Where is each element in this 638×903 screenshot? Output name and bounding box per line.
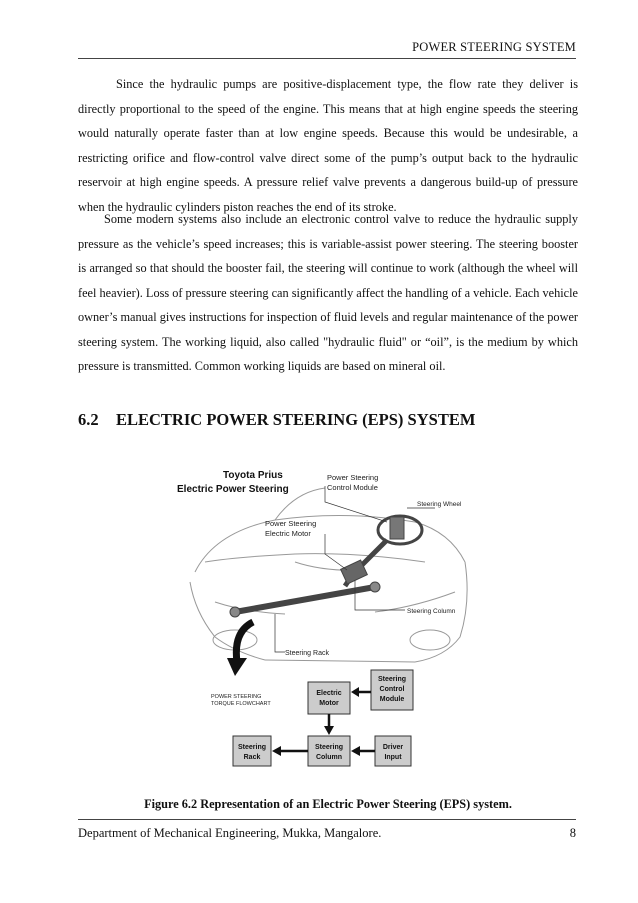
callout-steering-wheel: Steering Wheel xyxy=(417,501,462,508)
box-column-line1: Steering xyxy=(314,744,344,751)
running-header: POWER STEERING SYSTEM xyxy=(412,40,576,54)
box-electric-motor xyxy=(308,682,350,714)
callout-control-module-1: Power Steering xyxy=(327,473,379,482)
eps-figure xyxy=(175,462,475,780)
box-driver-line2: Input xyxy=(384,754,402,761)
car-outline xyxy=(190,488,467,662)
box-rack-line2: Rack xyxy=(243,754,261,761)
callout-control-module-2: Control Module xyxy=(327,483,378,492)
flowchart-title-1: POWER STEERING xyxy=(211,694,262,700)
box-driver-input xyxy=(375,736,411,766)
flowchart-title-2: TORQUE FLOWCHART xyxy=(211,701,271,707)
section-title: ELECTRIC POWER STEERING (EPS) SYSTEM xyxy=(116,410,476,429)
box-electric-motor-line2: Motor xyxy=(319,700,339,707)
box-steering-column xyxy=(308,736,350,766)
box-control-line1: Steering xyxy=(377,676,407,683)
figure-title-line1: Toyota Prius xyxy=(223,470,283,481)
callout-steering-rack: Steering Rack xyxy=(285,650,329,657)
page-number: 8 xyxy=(569,826,576,840)
callout-steering-column: Steering Column xyxy=(407,608,456,615)
paragraph-modern-systems: Some modern systems also include an electronic control valve to reduce the hydraulic supply pressure as the vehicle’s speed increases; this is variable-assist power steering. The steering booster is arranged so that should the booster fail, the steering will continue to work (although the wheel will feel heavier). Loss of pressure steering can significantly affect the handling of a vehicle. Each vehicle owner’s manual gives instructions for inspection of fluid levels and regular maintenance of the power steering system. The working liquid, also called "hydraulic fluid" or “oil”, is the medium by which pressure is transmitted. Common working liquids are based on mineral oil. xyxy=(78,212,578,373)
figure-caption: Figure 6.2 Representation of an Electric Power Steering (EPS) system. xyxy=(144,797,512,811)
callout-motor-2: Electric Motor xyxy=(265,529,311,538)
section-number: 6.2 xyxy=(78,410,99,429)
steering-rack-drawing xyxy=(235,587,375,612)
box-driver-line1: Driver xyxy=(382,744,404,751)
box-control-line2: Control xyxy=(379,686,405,693)
footer-rule xyxy=(78,819,576,820)
box-steering-rack xyxy=(233,736,271,766)
section-heading xyxy=(78,410,475,430)
footer-department: Department of Mechanical Engineering, Mukka, Mangalore. xyxy=(78,826,382,840)
box-control-line3: Module xyxy=(379,696,405,703)
control-module-drawing xyxy=(390,517,404,539)
callout-motor-1: Power Steering xyxy=(265,519,317,528)
header-rule xyxy=(78,58,576,59)
flowchart xyxy=(233,670,413,766)
box-column-line2: Column xyxy=(315,754,343,761)
curved-arrow-head xyxy=(227,658,247,676)
steering-assembly xyxy=(230,516,422,617)
paragraph-hydraulic-pumps: Since the hydraulic pumps are positive-displacement type, the flow rate they deliver is directly proportional to the speed of the engine. This means that at high engine speeds the steering would naturally operate faster than at low engine speeds. Because this would be undesirable, a restricting orifice and flow-control valve direct some of the pump’s output back to the hydraulic reservoir at high engine speeds. A pressure relief valve prevents a dangerous build-up of pressure when the hydraulic cylinders piston reaches the end of its stroke. xyxy=(78,77,578,214)
box-electric-motor-line1: Electric xyxy=(316,690,342,697)
box-rack-line1: Steering xyxy=(237,744,267,751)
figure-title-line2: Electric Power Steering xyxy=(177,484,289,495)
